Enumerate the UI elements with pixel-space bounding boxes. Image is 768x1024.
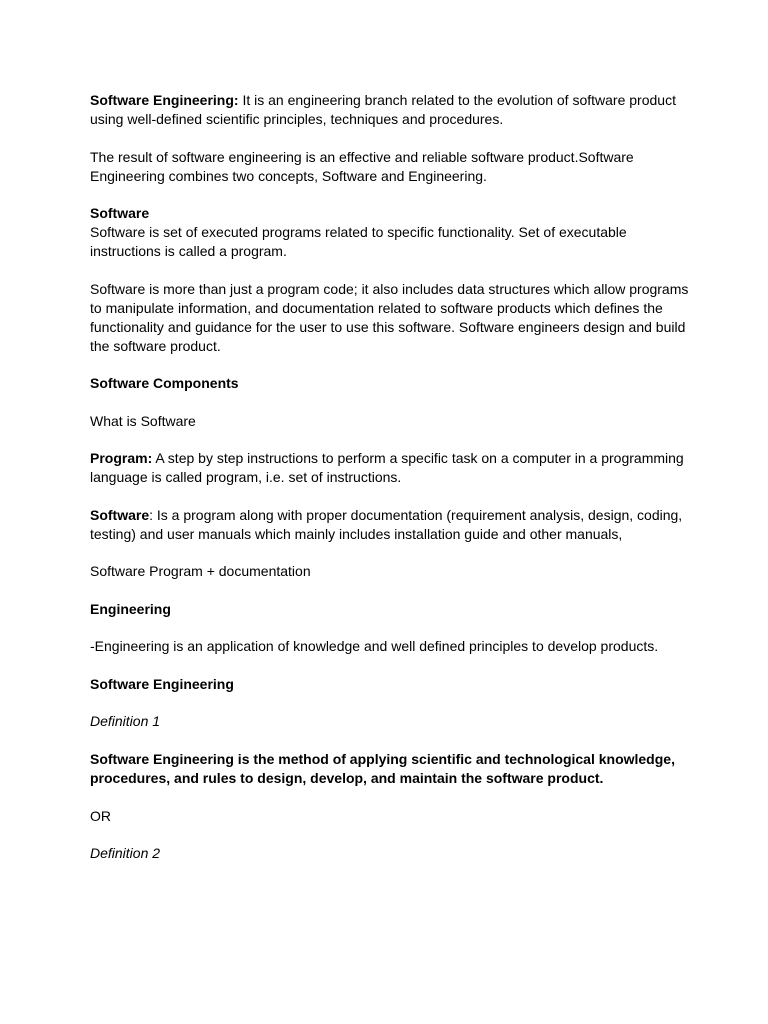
program-term: Program: bbox=[90, 450, 153, 466]
software-definition-text: : Is a program along with proper documentation (requirement analysis, design, coding, testing) and user manuals which mainly includes installation guide and other manuals, bbox=[90, 507, 683, 542]
intro-text: It is an engineering branch related to the evolution of software product using well-defined scientific principles, techniques and procedures. bbox=[90, 92, 676, 127]
formula-line: Software Program + documentation bbox=[90, 563, 311, 579]
intro-term: Software Engineering: bbox=[90, 92, 239, 108]
result-paragraph: The result of software engineering is an effective and reliable software product.Software Engineering combines two concepts, Software and Engineering. bbox=[90, 149, 634, 184]
components-heading: Software Components bbox=[90, 375, 239, 391]
software-paragraph: Software is set of executed programs related to specific functionality. Set of executable instructions is called a program. bbox=[90, 224, 627, 259]
se-heading: Software Engineering bbox=[90, 676, 234, 692]
definition-1-text: Software Engineering is the method of applying scientific and technological knowledge, procedures, and rules to design, develop, and maintain the software product. bbox=[90, 751, 675, 786]
or-text: OR bbox=[90, 808, 111, 824]
software-more-paragraph: Software is more than just a program code; it also includes data structures which allow programs to manipulate information, and documentation related to software products which defines the functionality and guidance for the user to use this software. Software engineers design and build the software product. bbox=[90, 281, 689, 354]
software-heading: Software bbox=[90, 205, 150, 221]
program-paragraph bbox=[90, 449, 690, 487]
intro-paragraph bbox=[90, 91, 690, 129]
software-definition-paragraph bbox=[90, 506, 690, 544]
program-text: A step by step instructions to perform a specific task on a computer in a programming language is called program, i.e. set of instructions. bbox=[90, 450, 684, 485]
definition-2-label: Definition 2 bbox=[90, 845, 161, 861]
software-definition-term: Software bbox=[90, 507, 150, 523]
what-is-software: What is Software bbox=[90, 413, 196, 429]
engineering-heading: Engineering bbox=[90, 601, 171, 617]
definition-1-label: Definition 1 bbox=[90, 713, 161, 729]
engineering-paragraph: -Engineering is an application of knowledge and well defined principles to develop products. bbox=[90, 638, 659, 654]
